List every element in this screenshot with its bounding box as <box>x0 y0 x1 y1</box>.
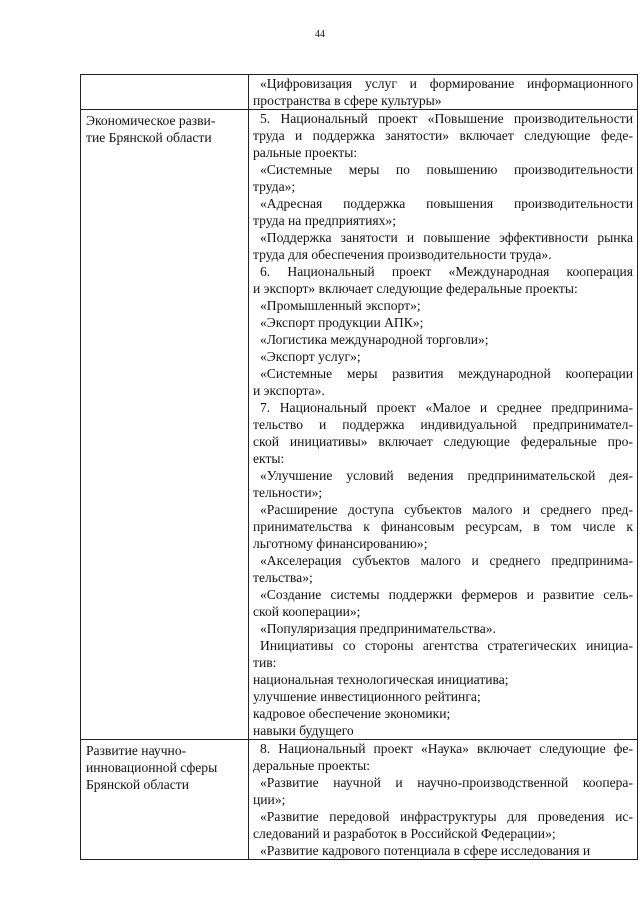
right-text-line: «Развитие научной и научно-производственной коопера- <box>260 775 633 790</box>
right-text-line: льготному финансированию»; <box>253 536 428 551</box>
right-text-line: 6. Национальный проект «Международная кооперация <box>260 264 633 279</box>
right-text-line: «Популяризация предпринимательства». <box>260 621 496 636</box>
category-text <box>81 740 248 793</box>
right-text-line: и экспорт» включает следующие федеральные проекты: <box>253 281 578 296</box>
right-text-line: ции»; <box>253 792 286 807</box>
table-row <box>81 75 638 110</box>
table-row <box>81 110 638 740</box>
right-text-line: деральные проекты: <box>253 758 371 773</box>
right-text-line: «Цифровизация услуг и формирование информационного <box>260 76 633 91</box>
right-text-line: тельства»; <box>253 570 313 585</box>
document-table <box>80 74 638 860</box>
right-text-line: принимательства к финансовым ресурсам, в том числе к <box>253 519 633 534</box>
right-text-line: ской кооперации»; <box>253 604 361 619</box>
table-cell-content <box>249 75 638 110</box>
right-text-line: «Логистика международной торговли»; <box>260 332 489 347</box>
right-text-line: «Системные меры развития международной кооперации <box>260 366 633 381</box>
right-text-line: «Экспорт услуг»; <box>260 349 361 364</box>
left-text-line: тие Брянской области <box>86 130 212 145</box>
right-text-line: ральные проекты: <box>253 145 358 160</box>
page-number: 44 <box>315 29 325 40</box>
content-text <box>249 75 637 109</box>
right-text-line: труда и поддержка занятости» включает следующие феде- <box>253 128 633 143</box>
right-text-line: труда на предприятиях»; <box>253 213 396 228</box>
left-text-line: инновационной сферы <box>86 760 218 775</box>
right-text-line: екты: <box>253 451 285 466</box>
right-text-line: Инициативы со стороны агентства стратегических инициа- <box>260 638 633 653</box>
right-text-line: «Адресная поддержка повышения производительности <box>260 196 633 211</box>
table-cell-content <box>249 110 638 740</box>
right-text-line: «Развитие передовой инфраструктуры для проведения ис- <box>260 809 633 824</box>
right-text-line: «Развитие кадрового потенциала в сфере исследования и <box>260 843 591 858</box>
left-text-line: Брянской области <box>86 777 189 792</box>
right-text-line: тельство и поддержка индивидуальной предпринимател- <box>253 417 633 432</box>
right-text-line: тив: <box>253 655 277 670</box>
right-text-line: тельности»; <box>253 485 323 500</box>
category-text <box>81 110 248 146</box>
right-text-line: труда для обеспечения производительности труда». <box>253 247 552 262</box>
right-text-line: «Поддержка занятости и повышение эффективности рынка <box>260 230 633 245</box>
table-cell-content <box>249 740 638 860</box>
right-text-line: 7. Национальный проект «Малое и среднее предпринима- <box>260 400 633 415</box>
right-text-line: 8. Национальный проект «Наука» включает следующие фе- <box>260 741 633 756</box>
table-cell-category <box>81 75 249 110</box>
right-text-line: «Экспорт продукции АПК»; <box>260 315 424 330</box>
right-text-line: и экспорта». <box>253 383 325 398</box>
table-row <box>81 740 638 860</box>
left-text-line: Экономическое разви- <box>86 113 216 128</box>
table-cell-category <box>81 110 249 740</box>
right-text-line: улучшение инвестиционного рейтинга; <box>253 689 481 704</box>
right-text-line: национальная технологическая инициатива; <box>253 672 509 687</box>
category-text <box>81 75 248 77</box>
table-cell-category <box>81 740 249 860</box>
right-text-line: труда»; <box>253 179 296 194</box>
right-text-line: «Создание системы поддержки фермеров и развитие сель- <box>260 587 633 602</box>
right-text-line: «Системные меры по повышению производительности <box>260 162 633 177</box>
right-text-line: пространства в сфере культуры» <box>253 93 442 108</box>
content-text <box>249 110 637 739</box>
right-text-line: «Улучшение условий ведения предпринимательской дея- <box>260 468 633 483</box>
right-text-line: «Промышленный экспорт»; <box>260 298 421 313</box>
right-text-line: ской инициативы» включает следующие федеральные про- <box>253 434 633 449</box>
right-text-line: кадровое обеспечение экономики; <box>253 706 451 721</box>
right-text-line: 5. Национальный проект «Повышение производительности <box>260 111 633 126</box>
right-text-line: «Акселерация субъектов малого и среднего предпринима- <box>260 553 633 568</box>
right-text-line: «Расширение доступа субъектов малого и среднего пред- <box>260 502 633 517</box>
right-text-line: навыки будущего <box>253 723 354 738</box>
left-text-line: Развитие научно- <box>86 743 187 758</box>
content-text <box>249 740 637 859</box>
right-text-line: следований и разработок в Российской Федерации»; <box>253 826 556 841</box>
